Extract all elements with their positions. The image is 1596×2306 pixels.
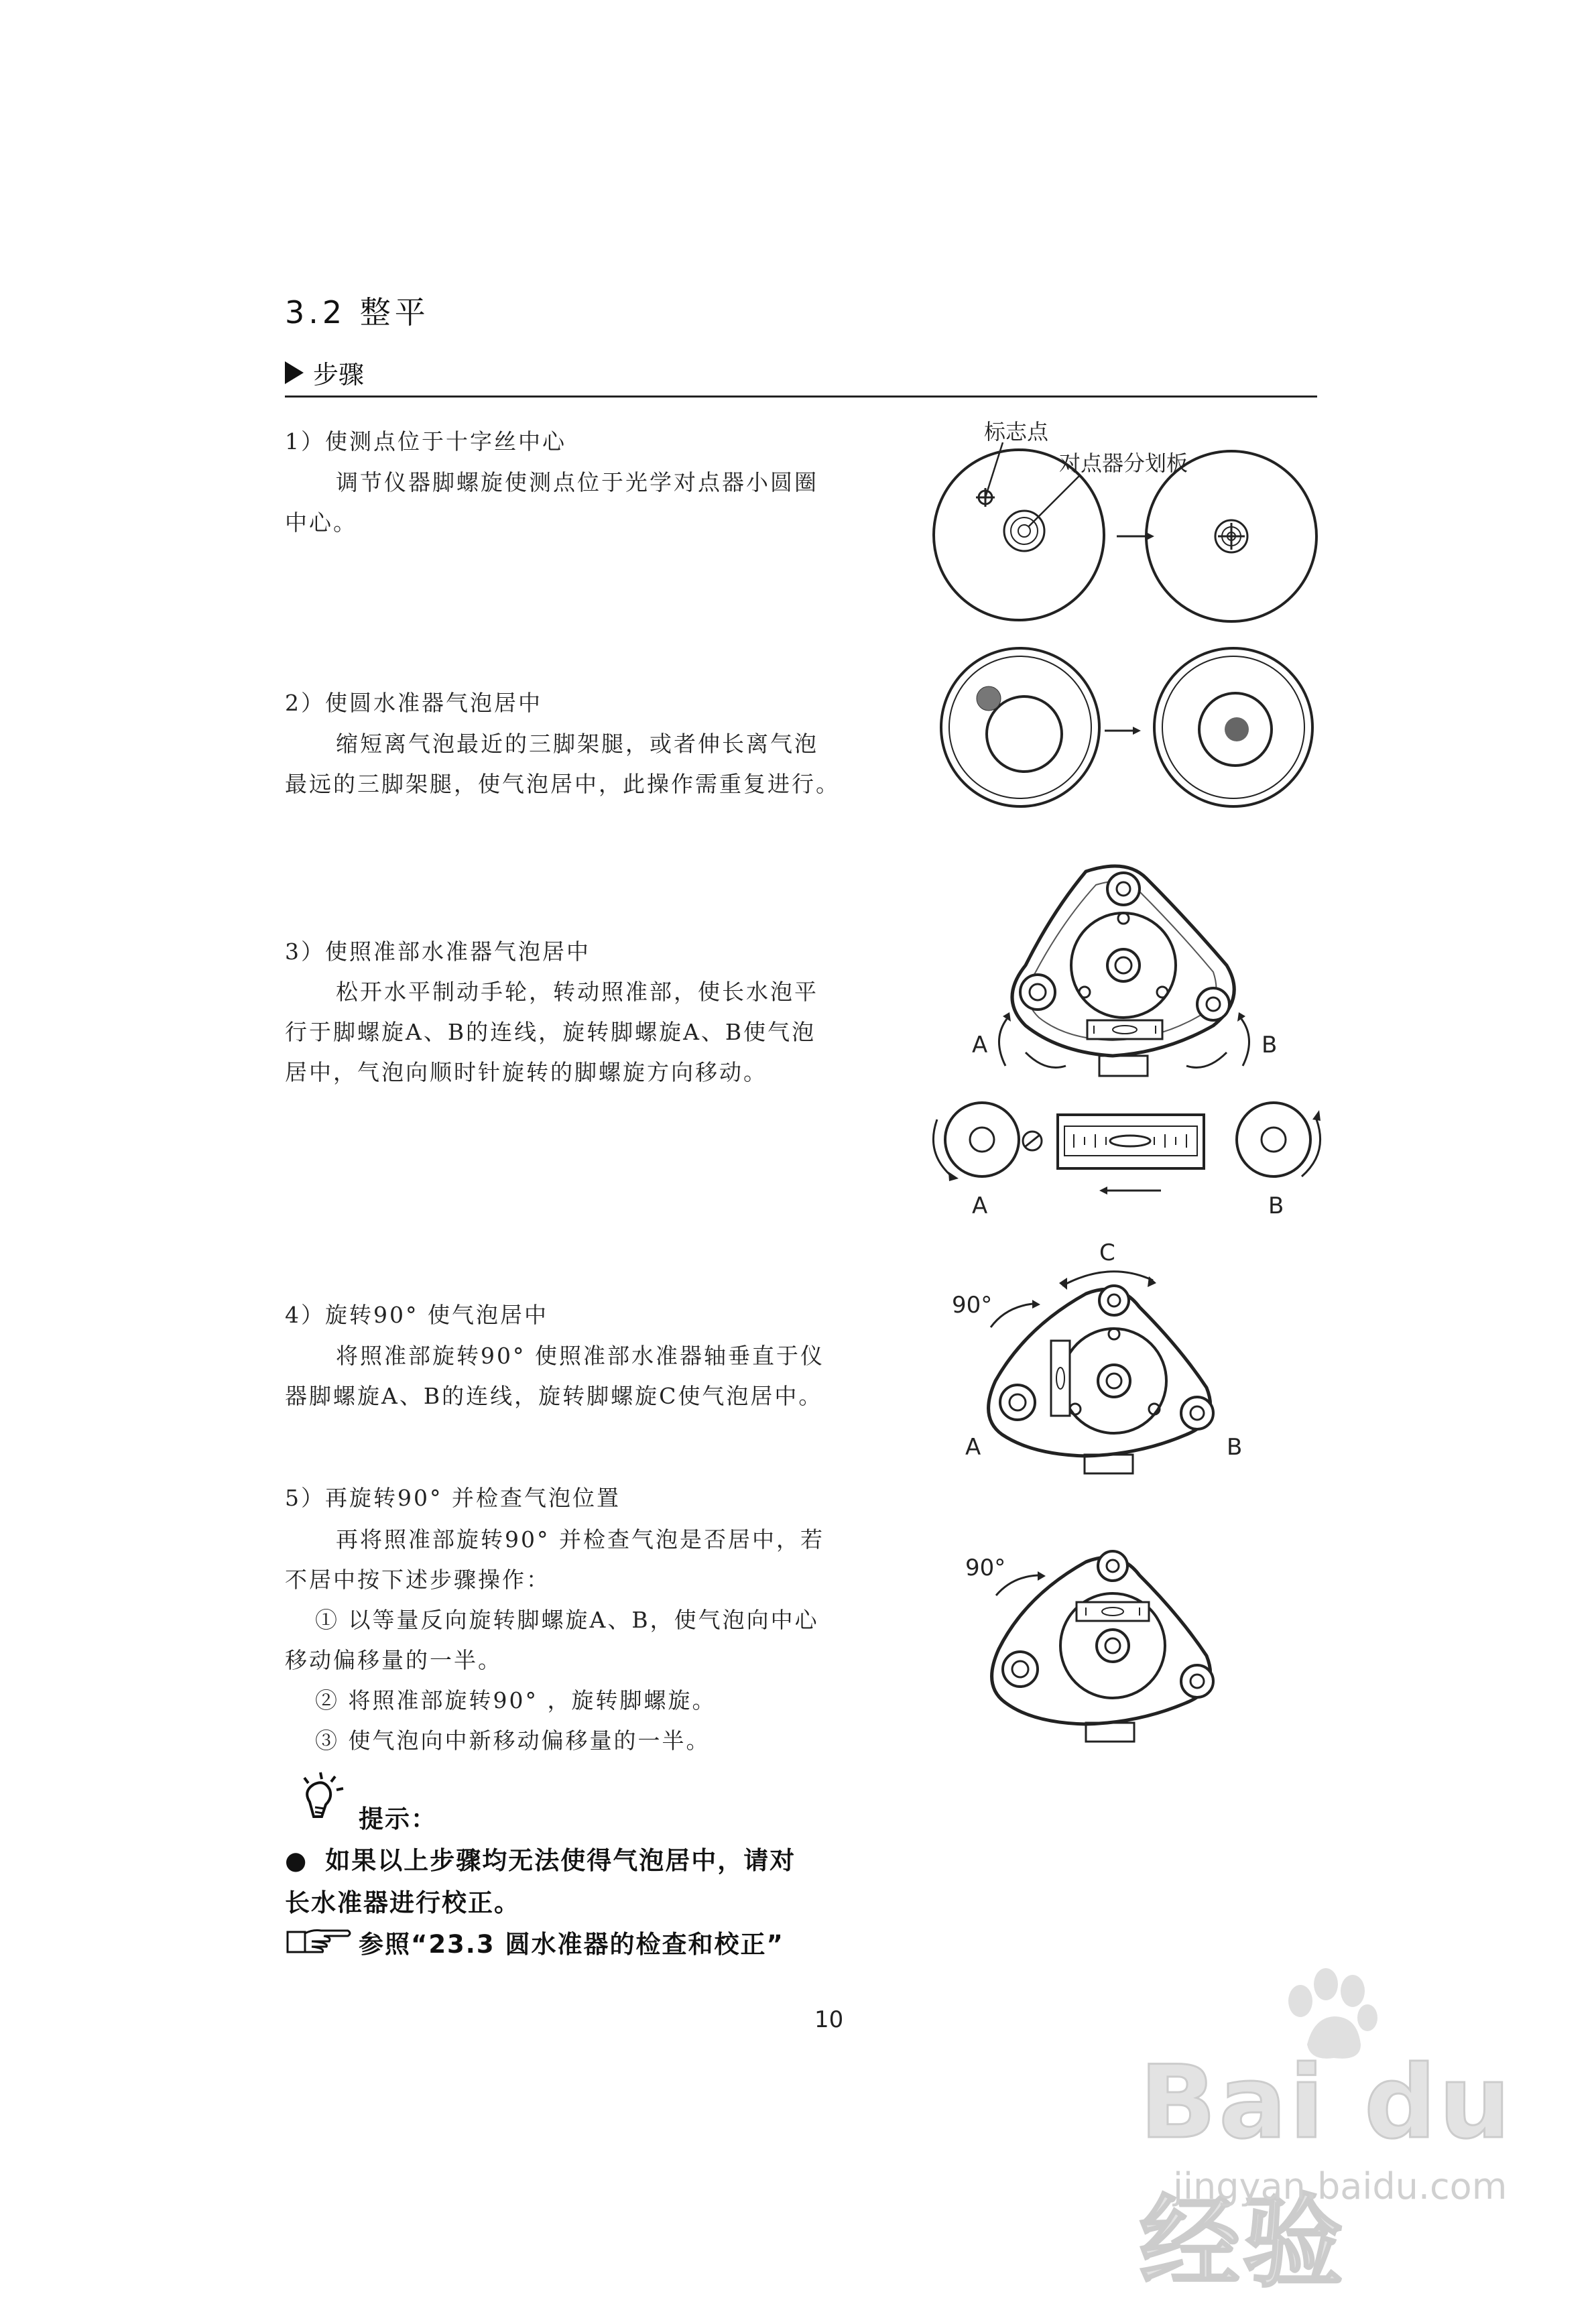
- step-3-body-line-2: 行于脚螺旋A、B的连线，旋转脚螺旋A、B使气泡: [285, 1019, 816, 1045]
- section-divider: [285, 396, 1317, 398]
- tip-bullet: ●: [285, 1846, 308, 1875]
- step-5-item-1: ① 以等量反向旋转脚螺旋A、B，使气泡向中心: [315, 1607, 819, 1633]
- step-4-body-line-2: 器脚螺旋A、B的连线，旋转脚螺旋C使气泡居中。: [285, 1383, 823, 1409]
- step-4-body: [285, 1336, 888, 1416]
- step-4-title: 4）旋转90° 使气泡居中: [285, 1302, 548, 1328]
- figure-3-tribrach: [965, 851, 1287, 1093]
- step-3-title: 3）使照准部水准器气泡居中: [285, 938, 591, 965]
- fig3b-label-b: B: [1268, 1193, 1284, 1219]
- fig1-label-plate: 对点器分划板: [1059, 450, 1188, 476]
- section-title: 3.2 整平: [285, 294, 430, 330]
- watermark-url: jingyan.baidu.com: [1173, 2165, 1508, 2207]
- tip-line-1-text: 如果以上步骤均无法使得气泡居中，请对: [325, 1846, 796, 1875]
- watermark-brand: Bai du 经验: [1140, 2045, 1514, 2301]
- step-2-body: [285, 724, 888, 804]
- steps-subtitle: [285, 354, 364, 391]
- step-3-body-line-1: 松开水平制动手轮，转动照准部，使长水泡平: [336, 979, 818, 1005]
- step-1-title: 1）使测点位于十字丝中心: [285, 428, 566, 454]
- figure-1-optical-plummet: [932, 409, 1321, 637]
- step-5-body-line-2: 不居中按下述步骤操作：: [285, 1567, 550, 1593]
- tip-label: 提示：: [359, 1805, 437, 1833]
- pointing-hand-icon: [285, 1924, 352, 1957]
- step-5-item-1-cont: 移动偏移量的一半。: [285, 1647, 502, 1673]
- lightbulb-icon: [295, 1770, 349, 1823]
- figure-4-rotate-90: [938, 1233, 1260, 1488]
- fig5-label-angle: 90°: [965, 1555, 1006, 1581]
- step-5-body-line-1: 再将照准部旋转90° 并检查气泡是否居中，若: [336, 1526, 824, 1553]
- steps-subtitle-text: 步骤: [313, 360, 365, 389]
- triangle-bullet-icon: [285, 361, 304, 384]
- fig4-label-b: B: [1227, 1434, 1243, 1461]
- step-5-item-2: ② 将照准部旋转90° ，旋转脚螺旋。: [315, 1687, 717, 1713]
- fig3-label-b: B: [1262, 1032, 1278, 1058]
- tip-reference: 参照“23.3 圆水准器的检查和校正”: [359, 1930, 784, 1959]
- step-2-body-line-2: 最远的三脚架腿，使气泡居中，此操作需重复进行。: [285, 771, 840, 797]
- step-5-body: [285, 1520, 888, 1600]
- figure-3b-level-vial: [918, 1093, 1327, 1220]
- step-4-body-line-1: 将照准部旋转90° 使照准部水准器轴垂直于仪: [336, 1343, 824, 1369]
- step-3-body-line-3: 居中，气泡向顺时针旋转的脚螺旋方向移动。: [285, 1059, 768, 1085]
- tip-line-1: [285, 1840, 796, 1876]
- step-5-title: 5）再旋转90° 并检查气泡位置: [285, 1485, 621, 1511]
- step-2-body-line-1: 缩短离气泡最近的三脚架腿，或者伸长离气泡: [336, 731, 818, 757]
- fig4-label-a: A: [965, 1434, 981, 1461]
- tip-line-2: 长水准器进行校正。: [285, 1888, 520, 1917]
- step-2-title: 2）使圆水准器气泡居中: [285, 690, 542, 716]
- fig1-label-mark: 标志点: [984, 419, 1049, 444]
- step-3-body: [285, 972, 888, 1093]
- fig4-label-c: C: [1099, 1239, 1115, 1266]
- fig4-label-angle: 90°: [952, 1292, 993, 1319]
- step-1-body-line-1: 调节仪器脚螺旋使测点位于光学对点器小圆圈: [336, 469, 818, 495]
- fig3-label-a: A: [972, 1032, 988, 1058]
- page-number: 10: [814, 2006, 844, 2033]
- step-1-body: [285, 463, 888, 543]
- step-1-body-line-2: 中心。: [285, 509, 357, 536]
- fig3b-label-a: A: [972, 1193, 988, 1219]
- figure-5-rotate-90-again: [952, 1528, 1233, 1750]
- step-5-item-3: ③ 使气泡向中新移动偏移量的一半。: [315, 1727, 711, 1754]
- figure-2-circular-bubble: [932, 644, 1321, 818]
